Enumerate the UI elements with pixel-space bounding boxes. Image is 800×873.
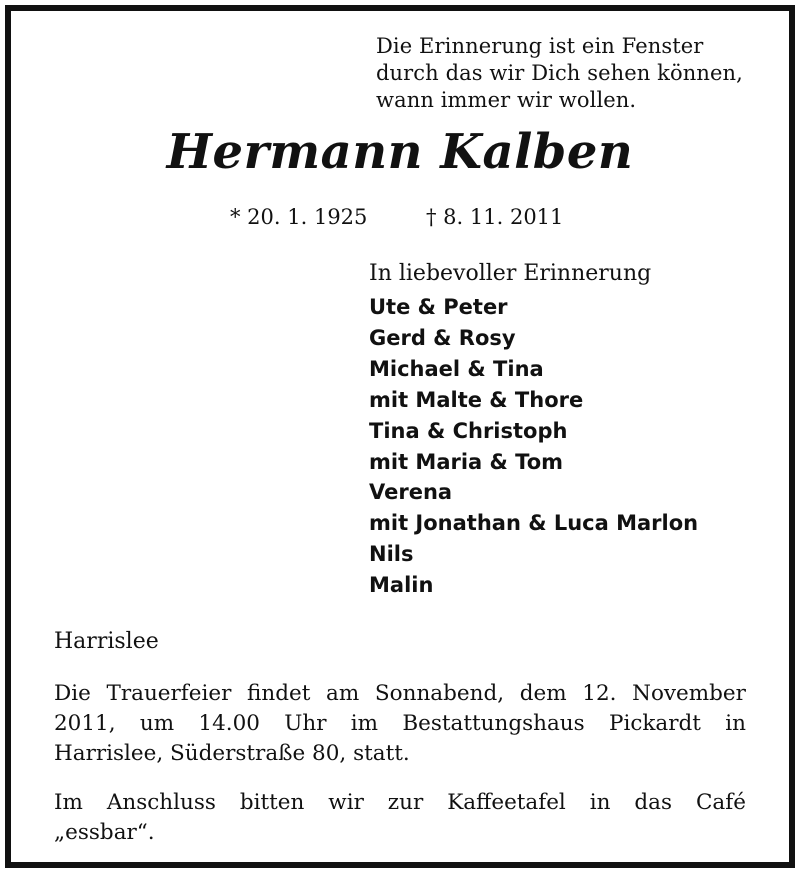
word: dem [519,681,567,706]
mourner-entry: mit Malte & Thore [369,387,584,412]
word: Pickardt [609,711,701,736]
word: Anschluss [106,790,216,815]
word: Café [695,790,746,815]
coffee-line-1-text [54,788,746,818]
memory-line: In liebevoller Erinnerung [369,261,652,286]
coffee-line-2: „essbar“. [54,820,155,845]
mourner-entry: Ute & Peter [369,295,508,319]
quote-line-2: durch das wir Dich sehen können, [376,61,743,85]
funeral-line-1 [54,679,746,709]
funeral-line-3: Harrislee, Süderstraße 80, statt. [54,741,410,766]
word: Sonnabend, [374,681,505,706]
mourner-entry: Tina & Christoph [369,418,568,443]
mourner-entry: mit Jonathan & Luca Marlon [369,511,699,536]
word: um [139,711,175,736]
word: im [350,711,379,736]
word: 12. [582,681,617,706]
word: das [634,790,673,815]
word: bitten [239,790,305,815]
word: Kaffeetafel [447,790,566,815]
word: wir [328,790,364,815]
word: 2011, [54,711,116,736]
coffee-invitation [54,788,746,848]
birth-date: * 20. 1. 1925 [230,205,368,229]
funeral-announcement [54,679,746,769]
word: in [725,711,746,736]
mourner-entry: Gerd & Rosy [369,325,516,350]
word: 14.00 [198,711,260,736]
mourner-entry: Verena [369,480,453,505]
quote-line-1: Die Erinnerung ist ein Fenster [376,34,704,58]
word: Trauerfeier [106,681,232,706]
word: Uhr [284,711,327,736]
word: am [326,681,360,706]
funeral-line-2 [54,709,746,739]
quote-line-3: wann immer wir wollen. [376,88,637,112]
memorial-quote [376,33,743,114]
mourners-list [369,292,698,601]
mourner-entry: Michael & Tina [369,356,544,381]
word: Im [54,790,83,815]
funeral-line-1-text [54,679,746,709]
mourner-entry: Nils [369,542,414,567]
death-date: † 8. 11. 2011 [426,205,564,229]
word: zur [387,790,424,815]
word: Bestattungshaus [402,711,585,736]
word: Die [54,681,91,706]
coffee-line-1 [54,788,746,818]
word: findet [247,681,311,706]
deceased-name: Hermann Kalben [166,124,634,180]
funeral-line-2-text [54,709,746,739]
word: November [632,681,746,706]
place-name: Harrislee [54,629,159,654]
word: in [589,790,611,815]
mourner-entry: mit Maria & Tom [369,449,564,474]
mourner-entry: Malin [369,573,434,598]
